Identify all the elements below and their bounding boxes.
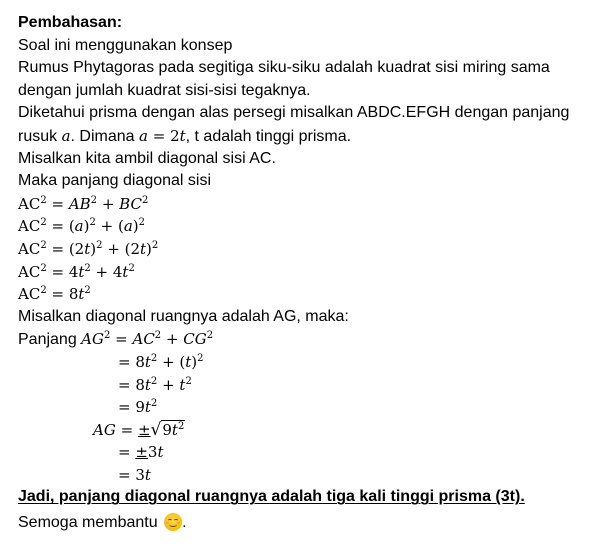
solution-document bbox=[18, 12, 603, 535]
ac-step-3: $AC^2 = (2t)^2 + (2t)^2$ bbox=[18, 239, 159, 258]
face-diagonal-intro-2: Maka panjang diagonal sisi bbox=[18, 172, 212, 190]
intro-line-2: Rumus Phytagoras pada segitiga siku-siku adalah kuadrat sisi miring sama bbox=[18, 59, 550, 77]
square-root-icon: $√9t^2$ bbox=[150, 419, 185, 440]
ag-step-3: = $8t^2 + t^2$ bbox=[118, 375, 192, 394]
closing-text: Semoga membantu bbox=[18, 514, 163, 532]
ac-step-4: $AC^2 = 4t^2 + 4t^2$ bbox=[18, 262, 135, 281]
ac-step-1: $AC^2 = AB^2 + BC^2$ bbox=[18, 194, 149, 213]
ag-root-step-2: = ±3t bbox=[118, 443, 164, 462]
given-mid: . Dimana bbox=[70, 127, 139, 145]
space-diagonal-intro: Misalkan diagonal ruangnya adalah AG, maka: bbox=[18, 307, 349, 325]
var-a: a bbox=[61, 126, 71, 145]
smiling-face-icon bbox=[164, 513, 182, 531]
ag-step-1: Panjang $AG^2 = AC^2 + CG^2$ bbox=[18, 330, 214, 349]
given-suffix: , t adalah tinggi prisma. bbox=[185, 127, 352, 145]
given-line-2 bbox=[18, 125, 603, 148]
ag-step-2: = $8t^2 + (t)^2$ bbox=[118, 352, 204, 371]
closing-line bbox=[18, 512, 603, 535]
ac-step-5: $AC^2 = 8t^2$ bbox=[18, 285, 91, 304]
intro-line-1: Soal ini menggunakan konsep bbox=[18, 36, 233, 54]
ag-step-4: = $9t^2$ bbox=[118, 398, 158, 417]
given-line-1: Diketahui prisma dengan alas persegi misalkan ABDC.EFGH dengan panjang bbox=[18, 104, 570, 122]
heading: Pembahasan: bbox=[18, 14, 123, 31]
ac-step-2: $AC^2 = (a)^2 + (a)^2$ bbox=[18, 217, 146, 236]
given-equation: a = 2t bbox=[139, 126, 186, 145]
given-prefix: rusuk bbox=[18, 127, 62, 145]
face-diagonal-intro-1: Misalkan kita ambil diagonal sisi AC. bbox=[18, 149, 276, 167]
ag-root-step-1: AG = $\pm√9t^2$ bbox=[93, 419, 185, 440]
ag-root-step-3: = 3t bbox=[118, 465, 151, 484]
closing-period: . bbox=[182, 514, 187, 532]
conclusion: Jadi, panjang diagonal ruangnya adalah tiga kali tinggi prisma (3t). bbox=[18, 488, 525, 506]
intro-line-3: dengan jumlah kuadrat sisi-sisi tegaknya. bbox=[18, 81, 311, 99]
